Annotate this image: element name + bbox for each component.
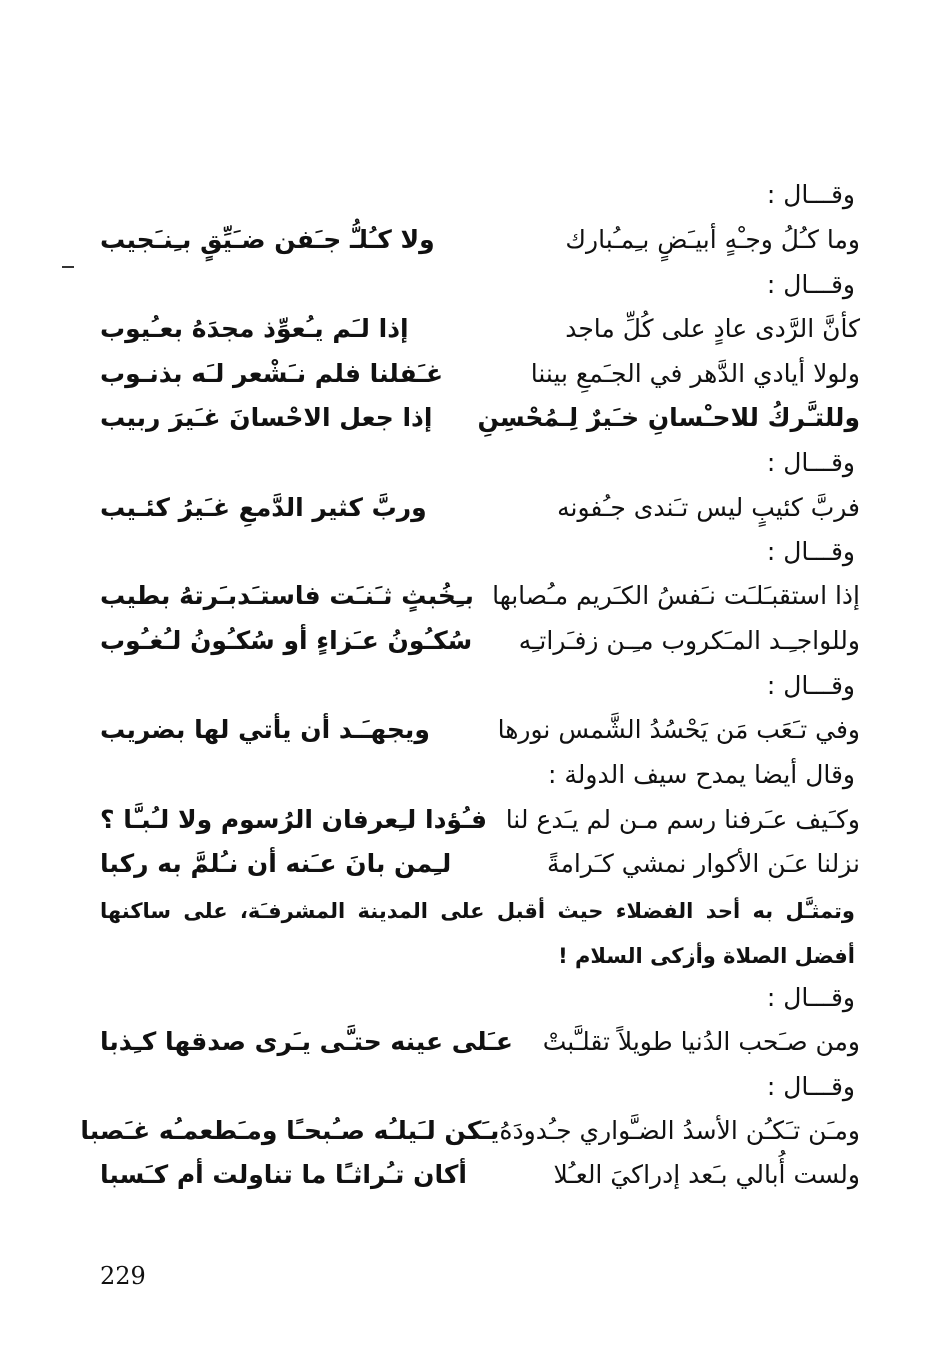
prose-paragraph: وتمثـَّل به أحد الفضلاء حيث أقبل على المدينة المشرفـَة، على ساكنها أفضل الصلاة وأزكى السلام ! xyxy=(100,899,855,968)
verse-second-hemistich: لـِمن بانَ عـَنه أن نـُلمَّ به ركبا xyxy=(100,849,452,878)
verse-first-hemistich: وللواجـِـد المـَكروب مـِـن زفـَراتـِه xyxy=(518,626,860,655)
verse-line xyxy=(100,1157,860,1193)
verse-first-hemistich: ولولا أيادي الدَّهر في الجـَمعِ بيننا xyxy=(530,359,860,388)
verse-second-hemistich: بـِخُبثٍ ثـَنـَت فاستـَدبـَرتهُ بطيب xyxy=(100,581,474,610)
verse-line xyxy=(100,1024,860,1060)
intro-line: وقـــال : xyxy=(766,983,855,1012)
verse-line xyxy=(100,222,860,258)
page-number: 229 xyxy=(100,1262,146,1290)
intro-line: وقال أيضا يمدح سيف الدولة : xyxy=(548,760,855,789)
verse-line xyxy=(100,623,860,659)
verse-second-hemistich: غـَفلنا فلم نـَشْعر لـَه بذنـوب xyxy=(100,359,444,388)
verse-second-hemistich: سُكـُونُ عـَزاءٍ أو سُكـُونُ لـُغـُوب xyxy=(100,626,473,655)
verse-first-hemistich: ومن صـَحب الدُنيا طويلاً تقلـَّبتْ xyxy=(542,1027,860,1056)
verse-first-hemistich: ومـَن تـَكـُن الأسدُ الضـَّواري جـُدودَهُ xyxy=(499,1116,860,1145)
verse-second-hemistich: ويجهـَـد أن يأتي لها بضريب xyxy=(100,715,430,744)
verse-first-hemistich: وفي تـَعَب مَن يَحْسُدُ الشَّمس نورها xyxy=(497,715,860,744)
intro-line: وقـــال : xyxy=(766,448,855,477)
verse-line xyxy=(100,578,860,614)
intro-line: وقـــال : xyxy=(766,270,855,299)
verse-first-hemistich: إذا استقبـَلـَت نـَفسُ الكـَريم مـُصابها xyxy=(492,581,860,610)
verse-line xyxy=(100,356,860,392)
verse-line xyxy=(100,400,860,436)
verse-first-hemistich: كأنَّ الرَّدى عادٍ على كُلِّ ماجد xyxy=(565,314,860,343)
verse-line xyxy=(100,311,860,347)
verse-line xyxy=(100,712,860,748)
verse-second-hemistich: وربَّ كثير الدَّمعِ غـَيرُ كئـيب xyxy=(100,493,427,522)
verse-second-hemistich: أكان تـُراثـًا ما تناولت أم كـَسبا xyxy=(100,1160,467,1189)
verse-line xyxy=(100,802,860,838)
verse-second-hemistich: إذا لـَم يـُعوِّذ مجدَهُ بعـُيوب xyxy=(100,314,409,343)
verse-first-hemistich: وكـَيف عـَرفنا رسم مـن لم يـَدع لنا xyxy=(505,805,860,834)
intro-line: وقـــال : xyxy=(766,537,855,566)
verse-line xyxy=(100,846,860,882)
intro-line: وقـــال : xyxy=(766,180,855,209)
margin-mark xyxy=(62,266,74,268)
verse-second-hemistich: عـَلى عينه حتـَّى يـَرى صدقها كـِذبا xyxy=(100,1027,513,1056)
verse-first-hemistich: وما كـُلُ وجـْهٍ أبيـَضٍ بـِمـُبارك xyxy=(565,225,860,254)
verse-line xyxy=(100,490,860,526)
verse-line xyxy=(80,1113,860,1149)
intro-line: وقـــال : xyxy=(766,1072,855,1101)
verse-first-hemistich: ولست أُبالي بـَعد إدراكيَ العـُلا xyxy=(553,1160,860,1189)
verse-first-hemistich: فربَّ كئيبٍ ليس تـَندى جـُفونه xyxy=(557,493,860,522)
verse-first-hemistich: وللتـَّركُ للاحـْسانِ خـَيرٌ لِـمُحْسِنِ xyxy=(477,403,860,432)
verse-first-hemistich: نزلنا عـَن الأكوار نمشي كـَرامةً xyxy=(547,849,860,878)
verse-second-hemistich: ولا كـُلـُّ جـَفن ضـَيِّقٍ بـِنـَجيب xyxy=(100,225,435,254)
verse-second-hemistich: إذا جعل الاحْسانَ غـَيرَ ربيب xyxy=(100,403,433,432)
verse-second-hemistich: يـَكن لـَيلـُه صـُبحـًا ومـَطعمـُه غـَصبا xyxy=(80,1116,500,1145)
intro-line: وقـــال : xyxy=(766,671,855,700)
verse-second-hemistich: فـُؤدا لـِعرفان الرُسوم ولا لـُبـَّا ؟ xyxy=(100,805,488,834)
